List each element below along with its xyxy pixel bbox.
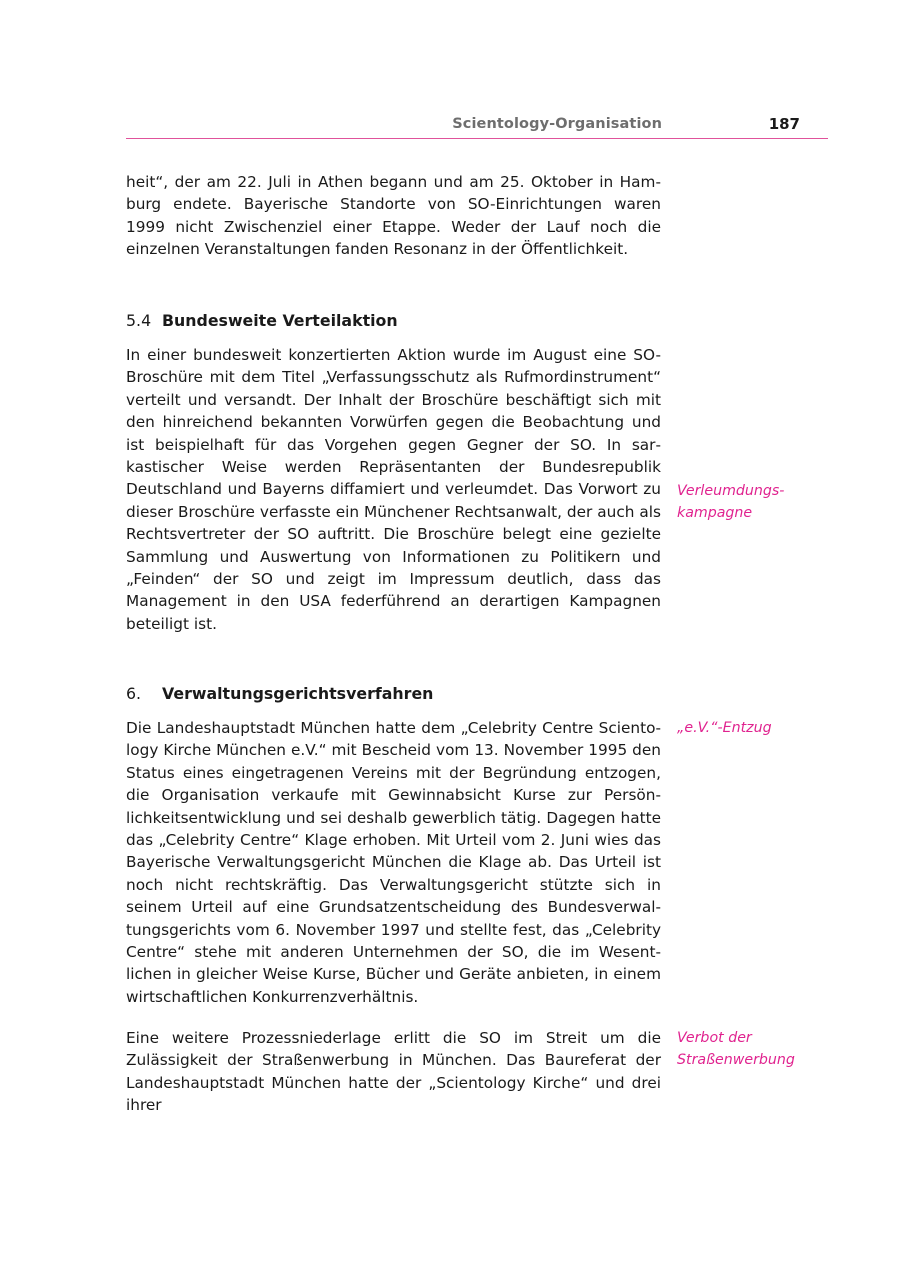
margin-note-strassenwerbung bbox=[677, 1027, 837, 1072]
section-title: Verwaltungsgerichtsverfahren bbox=[162, 684, 434, 703]
section-5-4-paragraph: In einer bundesweit konzertierten Aktion wurde im August eine SO-Broschüre mit dem Titel „Verfassungsschutz als Rufmordinstrument“ verteilt und versandt. Der Inhalt der Broschüre beschäftigt sich mit den hinreichend bekannten Vorwürfen gegen die Beobachtung und ist beispielhaft für das Vorgehen gegen Gegner der SO. In sarkastischer Weise werden Repräsentanten der Bundesrepublik Deutschland und Bayerns diffamiert und verleumdet. Das Vorwort zu dieser Broschüre verfasste ein Münchener Rechtsanwalt, der auch als Rechtsvertreter der SO auftritt. Die Broschüre belegt eine gezielte Sammlung und Auswertung von Informationen zu Politikern und „Feinden“ der SO und zeigt im Impressum deutlich, dass das Management in den USA federführend an derartigen Kampagnen beteiligt ist. bbox=[126, 346, 661, 633]
section-6-block bbox=[126, 717, 661, 1008]
running-title: Scientology-Organisation bbox=[452, 116, 662, 132]
section-number: 5.4 bbox=[126, 311, 152, 330]
intro-paragraph: heit“, der am 22. Juli in Athen begann und am 25. Oktober in Hamburg endete. Bayerische Standorte von SO-Einrichtungen waren 1999 nicht Zwischenziel einer Etappe. Weder der Lauf noch die einzelnen Veranstaltungen fanden Resonanz in der Öffentlichkeit. bbox=[126, 173, 661, 259]
section-heading-6 bbox=[126, 683, 661, 705]
margin-note-ev-entzug: „e.V.“-Entzug bbox=[677, 720, 772, 736]
margin-note-line: kampagne bbox=[677, 505, 753, 522]
margin-note-verleumdungskampagne bbox=[677, 480, 837, 525]
page-number: 187 bbox=[768, 115, 800, 133]
intro-block bbox=[126, 171, 661, 261]
section-title: Bundesweite Verteilaktion bbox=[162, 311, 398, 330]
section-6-paragraph-2: Eine weitere Prozessniederlage erlitt die SO im Streit um die Zulässigkeit der Straßenwerbung in München. Das Baureferat der Landeshauptstadt München hatte der „Scientology Kirche“ und drei ihrer bbox=[126, 1029, 661, 1115]
section-heading-5-4 bbox=[126, 310, 661, 332]
section-number: 6. bbox=[126, 684, 142, 703]
margin-note-line: Straßenwerbung bbox=[677, 1052, 795, 1069]
section-5-4-block bbox=[126, 344, 661, 635]
margin-note-line: Verbot der bbox=[677, 1030, 752, 1046]
section-6-block-2 bbox=[126, 1027, 661, 1117]
margin-note-line: Verleumdungs- bbox=[677, 483, 785, 499]
section-6-paragraph-1: Die Landeshauptstadt München hatte dem „Celebrity Centre Scientology Kirche München e.V.“ mit Bescheid vom 13. November 1995 den Status eines eingetragenen Vereins mit der Begründung entzogen, die Organisation verkaufe mit Gewinnabsicht Kurse zur Persönlichkeitsentwicklung und sei deshalb gewerblich tätig. Dagegen hatte das „Celebrity Centre“ Klage erhoben. Mit Urteil vom 2. Juni wies das Bayerische Verwaltungsgericht München die Klage ab. Das Urteil ist noch nicht rechtskräftig. Das Verwaltungsgericht stützte sich in seinem Urteil auf eine Grundsatzentscheidung des Bundesverwaltungsgerichts vom 6. November 1997 und stellte fest, das „Celebrity Centre“ stehe mit anderen Unternehmen der SO, die im Wesentlichen in gleicher Weise Kurse, Bücher und Geräte anbieten, in einem wirtschaftlichen Konkurrenzverhältnis. bbox=[126, 719, 661, 1006]
running-header bbox=[126, 114, 828, 139]
